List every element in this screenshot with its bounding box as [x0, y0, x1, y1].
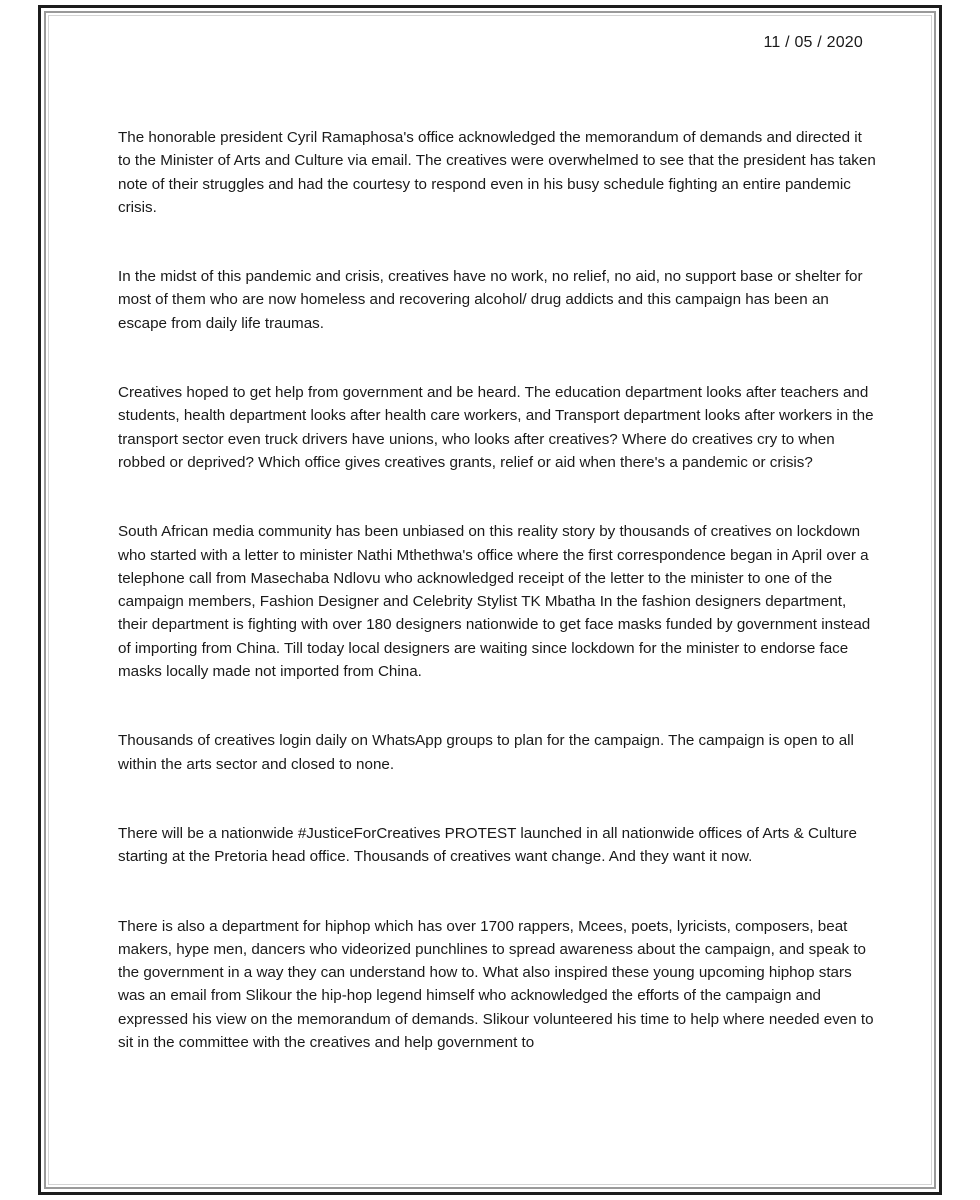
- paragraph-1: The honorable president Cyril Ramaphosa's office acknowledged the memorandum of demands and directed it to the Minister of Arts and Culture via email. The creatives were overwhelmed to see that the president has taken note of their struggles and had the courtesy to respond even in his busy schedule fighting an entire pandemic crisis.: [118, 129, 876, 216]
- page-frame: [38, 5, 942, 1195]
- paragraph-4: South African media community has been unbiased on this reality story by thousands of creatives on lockdown who started with a letter to minister Nathi Mthethwa's office where the first correspondence began in April over a telephone call from Masechaba Ndlovu who acknowledged receipt of the letter to the minister to one of the campaign members, Fashion Designer and Celebrity Stylist TK Mbatha In the fashion designers department, their department is fighting with over 180 designers nationwide to get face masks funded by government instead of importing from China. Till today local designers are waiting since lockdown for the minister to endorse face masks locally made not imported from China.: [118, 523, 871, 681]
- paragraph-2: In the midst of this pandemic and crisis, creatives have no work, no relief, no aid, no support base or shelter for most of them who are now homeless and recovering alcohol/ drug addicts and this campaign has been an escape from daily life traumas.: [118, 268, 863, 332]
- paragraph-7: There is also a department for hiphop which has over 1700 rappers, Mcees, poets, lyricists, composers, beat makers, hype men, dancers who videorized punchlines to spread awareness about the campaign, and speak to the government in a way they can understand how to. What also inspired these young upcoming hiphop stars was an email from Slikour the hip-hop legend himself who acknowledged the efforts of the campaign and expressed his view on the memorandum of demands. Slikour volunteered his time to help where needed even to sit in the committee with the creatives and help government to: [118, 917, 874, 1052]
- paragraph-6: There will be a nationwide #JusticeForCreatives PROTEST launched in all nationwide offices of Arts & Culture starting at the Pretoria head office. Thousands of creatives want change. And they want it now.: [118, 824, 857, 866]
- paragraph-5: Thousands of creatives login daily on WhatsApp groups to plan for the campaign. The campaign is open to all within the arts sector and closed to none.: [118, 732, 854, 773]
- paragraph-3: Creatives hoped to get help from government and be heard. The education department looks after teachers and students, health department looks after health care workers, and Transport department looks after workers in the transport sector even truck drivers have unions, who looks after creatives? Where do creatives cry to when robbed or deprived? Which office gives creatives grants, relief or aid when there's a pandemic or crisis?: [118, 384, 874, 471]
- document-date: 11 / 05 / 2020: [763, 34, 863, 51]
- document-body: [118, 126, 878, 1100]
